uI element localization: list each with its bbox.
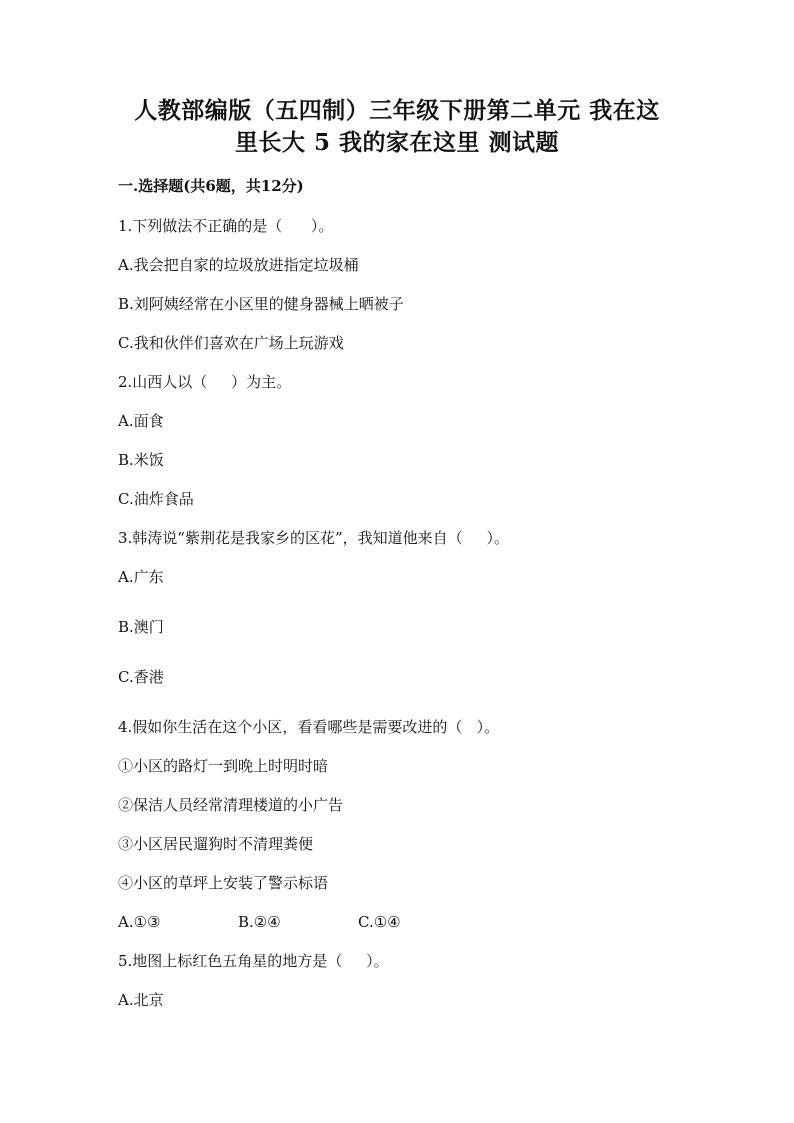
question-4-statement-1: ①小区的路灯一到晚上时明时暗 bbox=[118, 757, 329, 775]
question-1-option-a: A.我会把自家的垃圾放进指定垃圾桶 bbox=[118, 256, 359, 274]
question-4-statement-2: ②保洁人员经常清理楼道的小广告 bbox=[118, 796, 344, 814]
question-3-option-c: C.香港 bbox=[118, 668, 164, 686]
question-3-option-b: B.澳门 bbox=[118, 618, 164, 636]
question-5-option-a: A.北京 bbox=[118, 991, 164, 1009]
question-2-option-b: B.米饭 bbox=[118, 451, 164, 469]
title-line-2: 里长大 5 我的家在这里 测试题 bbox=[234, 129, 560, 156]
title-line-1: 人教部编版（五四制）三年级下册第二单元 我在这 bbox=[134, 97, 660, 124]
question-2-option-a: A.面食 bbox=[118, 412, 164, 430]
question-4-statement-3: ③小区居民遛狗时不清理粪便 bbox=[118, 835, 314, 853]
question-4-option-c: C.①④ bbox=[358, 913, 401, 931]
question-4-option-b: B.②④ bbox=[238, 913, 281, 931]
section-heading: 一.选择题(共6题，共12分) bbox=[118, 177, 304, 195]
question-3-stem: 3.韩涛说“紫荆花是我家乡的区花”，我知道他来自（ ）。 bbox=[118, 529, 509, 547]
question-1-option-c: C.我和伙伴们喜欢在广场上玩游戏 bbox=[118, 334, 344, 352]
document-title bbox=[118, 95, 676, 159]
question-4-stem: 4.假如你生活在这个小区，看看哪些是需要改进的（ ）。 bbox=[118, 718, 500, 736]
question-3-option-a: A.广东 bbox=[118, 568, 164, 586]
question-2-option-c: C.油炸食品 bbox=[118, 490, 194, 508]
question-1-option-b: B.刘阿姨经常在小区里的健身器械上晒被子 bbox=[118, 295, 404, 313]
question-4-option-a: A.①③ bbox=[118, 913, 161, 931]
question-2-stem: 2.山西人以（ ）为主。 bbox=[118, 373, 292, 391]
question-4-statement-4: ④小区的草坪上安装了警示标语 bbox=[118, 874, 329, 892]
question-5-stem: 5.地图上标红色五角星的地方是（ ）。 bbox=[118, 952, 389, 970]
question-1-stem: 1.下列做法不正确的是（ ）。 bbox=[118, 217, 334, 235]
question-4-options bbox=[118, 913, 676, 931]
